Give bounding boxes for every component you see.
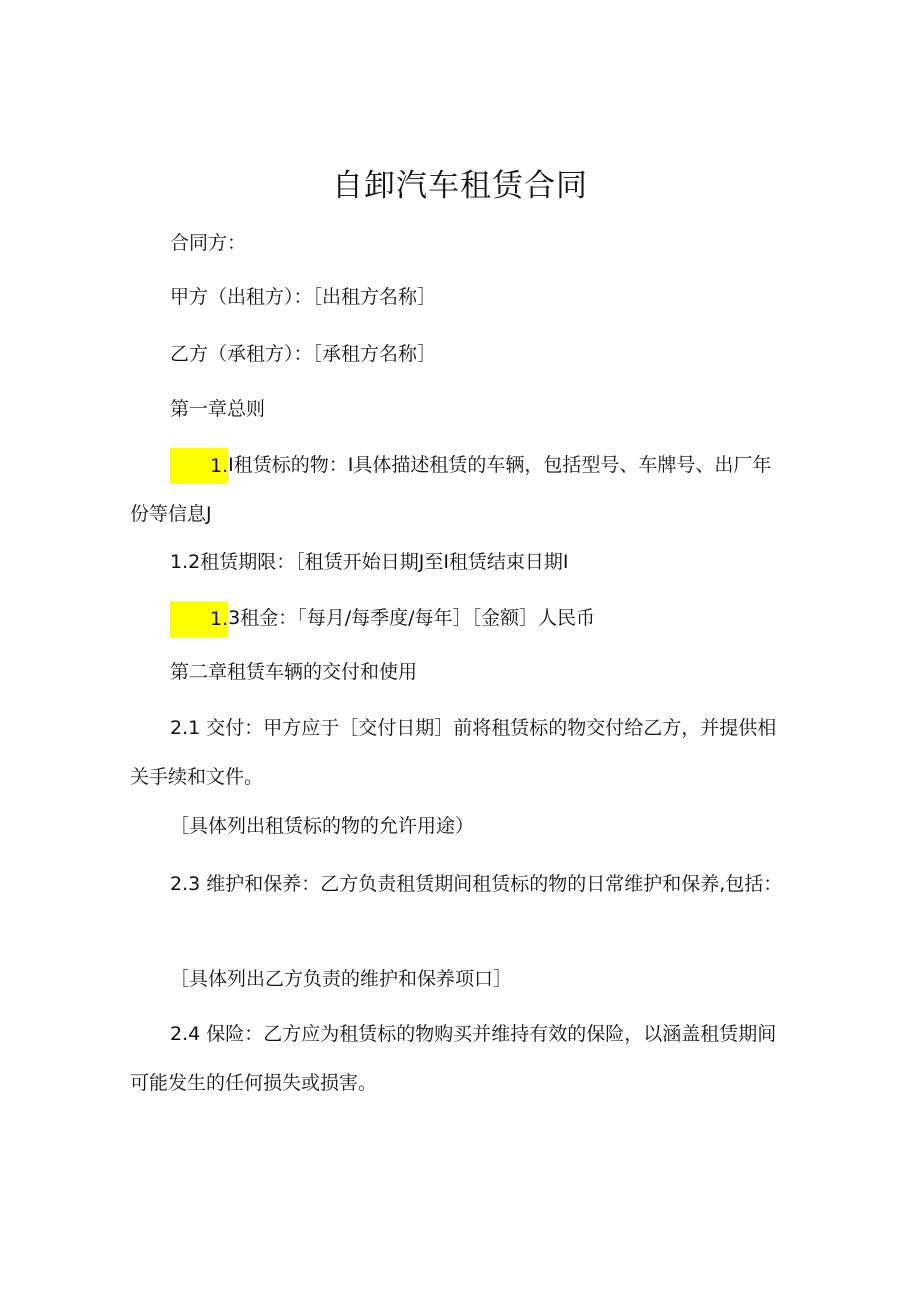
clause-1-3-text: 3租金：「每月/每季度/每年］［金额］人民币 bbox=[228, 607, 596, 629]
maintenance-items-placeholder: ［具体列出乙方负责的维护和保养项口］ bbox=[170, 968, 513, 990]
highlight-mark: 1. bbox=[170, 601, 228, 637]
clause-2-4: 2.4 保险：乙方应为租赁标的物购买并维持有效的保险，以涵盖租赁期间可能发生的任何损失或损害。 bbox=[130, 1023, 777, 1094]
chapter-2-heading: 第二章租赁车辆的交付和使用 bbox=[170, 661, 418, 683]
document-title: 自卸汽车租赁合同 bbox=[332, 168, 588, 204]
clause-1-3 bbox=[130, 594, 790, 643]
contract-parties-heading: 合同方： bbox=[170, 232, 247, 254]
permitted-use-placeholder: ［具体列出租赁标的物的允许用途） bbox=[170, 815, 475, 837]
clause-1-1-text: I租赁标的物：I具体描述租赁的车辆，包括型号、车牌号、出厂年份等信息J bbox=[130, 454, 772, 525]
clause-1-1 bbox=[130, 441, 790, 539]
clause-2-1: 2.1 交付：甲方应于［交付日期］前将租赁标的物交付给乙方，并提供相关手续和文件。 bbox=[130, 717, 777, 788]
highlight-mark: 1. bbox=[170, 448, 228, 484]
clause-2-3: 2.3 维护和保养：乙方负责租赁期间租赁标的物的日常维护和保养,包括： bbox=[170, 873, 783, 895]
clause-1-2: 1.2租赁期限：［租赁开始日期J至I租赁结束日期I bbox=[170, 551, 569, 573]
party-a-line: 甲方（出租方）：［出租方名称］ bbox=[170, 286, 437, 308]
chapter-1-heading: 第一章总则 bbox=[170, 398, 266, 420]
party-b-line: 乙方（承租方）：［承租方名称］ bbox=[170, 343, 437, 365]
